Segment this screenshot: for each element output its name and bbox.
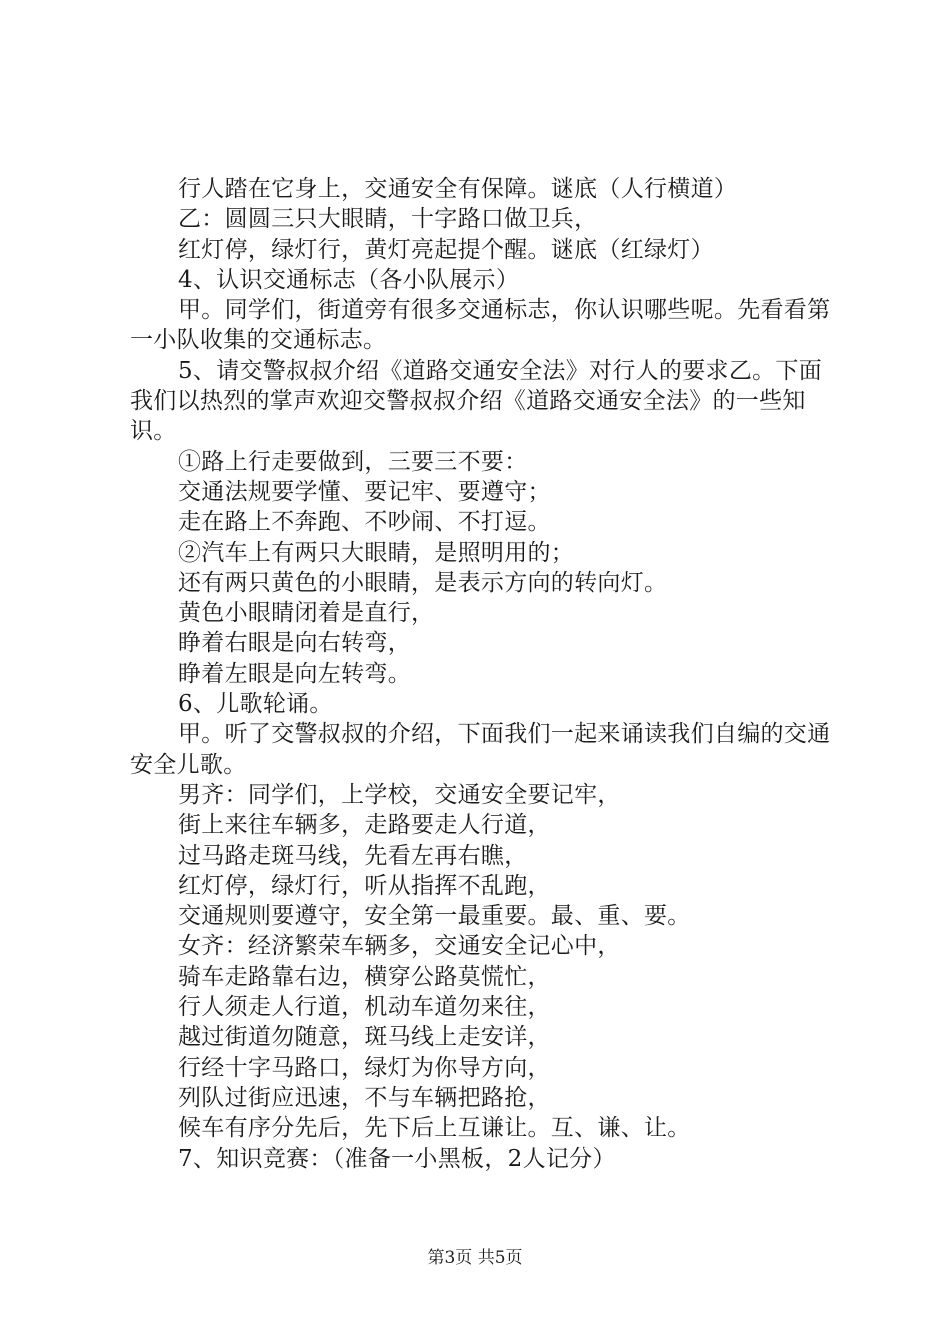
paragraph: ②汽车上有两只大眼睛，是照明用的； bbox=[178, 539, 575, 566]
paragraph: 街上来往车辆多，走路要走人行道， bbox=[178, 812, 551, 839]
paragraph: 女齐：经济繁荣车辆多，交通安全记心中， bbox=[178, 933, 621, 960]
paragraph: 候车有序分先后，先下后上互谦让。互、谦、让。 bbox=[178, 1115, 691, 1142]
document-body bbox=[130, 174, 840, 1174]
paragraph: 越过街道勿随意，斑马线上走安详， bbox=[178, 1024, 551, 1051]
paragraph: 列队过街应迅速，不与车辆把路抢， bbox=[178, 1084, 551, 1111]
paragraph: 黄色小眼睛闭着是直行， bbox=[178, 600, 435, 627]
paragraph: 甲。听了交警叔叔的介绍，下面我们一起来诵读我们自编的交通安全儿歌。 bbox=[130, 721, 831, 778]
section-heading: 4、认识交通标志（各小队展示） bbox=[178, 266, 520, 293]
paragraph: 行人踏在它身上，交通安全有保障。谜底（人行横道） bbox=[178, 176, 738, 202]
section-heading: 6、儿歌轮诵。 bbox=[178, 691, 333, 718]
paragraph: 行人须走人行道，机动车道勿来往， bbox=[178, 994, 551, 1021]
section-heading: 5、请交警叔叔介绍《道路交通安全法》对行人的要求乙。下面我们以热烈的掌声欢迎交警叔叔介绍《道路交通安全法》的一些知识。 bbox=[130, 357, 823, 445]
paragraph: 乙：圆圆三只大眼睛，十字路口做卫兵， bbox=[178, 206, 598, 233]
paragraph: 交通规则要遵守，安全第一最重要。最、重、要。 bbox=[178, 903, 691, 930]
page-number-footer: 第3页 共5页 bbox=[427, 1248, 523, 1268]
paragraph: 男齐：同学们，上学校，交通安全要记牢， bbox=[178, 781, 621, 808]
paragraph: 还有两只黄色的小眼睛，是表示方向的转向灯。 bbox=[178, 569, 668, 596]
paragraph: 睁着右眼是向右转弯， bbox=[178, 630, 411, 657]
paragraph: 红灯停，绿灯行，听从指挥不乱跑， bbox=[178, 872, 551, 899]
paragraph: 过马路走斑马线，先看左再右瞧， bbox=[178, 842, 528, 869]
paragraph: 骑车走路靠右边，横穿公路莫慌忙， bbox=[178, 963, 551, 990]
paragraph: 交通法规要学懂、要记牢、要遵守； bbox=[178, 478, 551, 505]
paragraph: 走在路上不奔跑、不吵闹、不打逗。 bbox=[178, 509, 551, 536]
paragraph: ①路上行走要做到，三要三不要： bbox=[178, 448, 528, 475]
section-heading: 7、知识竞赛：（准备一小黑板，2人记分） bbox=[178, 1145, 616, 1172]
paragraph: 甲。同学们，街道旁有很多交通标志，你认识哪些呢。先看看第一小队收集的交通标志。 bbox=[130, 297, 831, 354]
paragraph: 睁着左眼是向左转弯。 bbox=[178, 660, 411, 687]
paragraph: 红灯停，绿灯行，黄灯亮起提个醒。谜底（红绿灯） bbox=[178, 236, 714, 263]
paragraph: 行经十字马路口，绿灯为你导方向， bbox=[178, 1054, 551, 1081]
